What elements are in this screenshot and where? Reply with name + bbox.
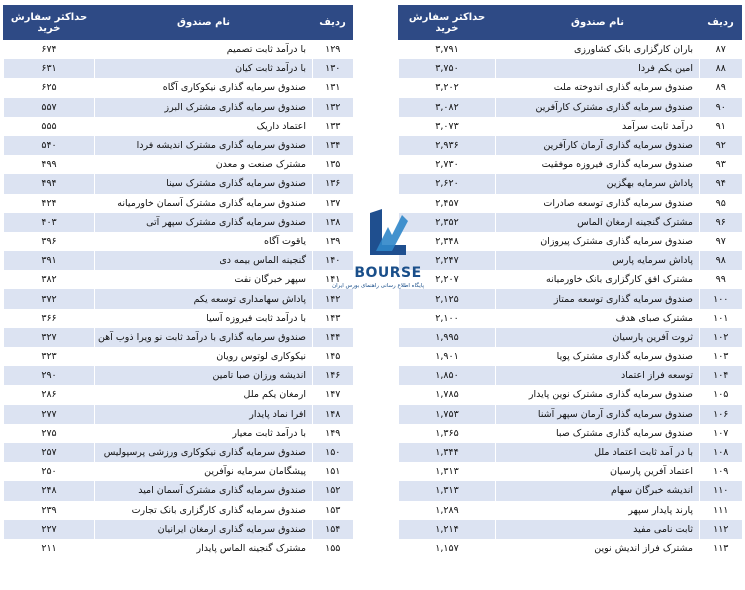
fund-name: ثروت آفرین پارسیان bbox=[496, 328, 700, 347]
row-number: ۱۵۰ bbox=[313, 443, 353, 462]
max-buy-order: ۳,۰۸۲ bbox=[399, 98, 496, 117]
table-row bbox=[399, 270, 742, 289]
fund-name: پاداش سرمایه بهگزین bbox=[496, 174, 700, 193]
row-number: ۱۳۳ bbox=[313, 117, 353, 136]
row-number: ۹۲ bbox=[700, 136, 742, 155]
table-row bbox=[399, 232, 742, 251]
row-number: ۱۰۶ bbox=[700, 405, 742, 424]
max-buy-order: ۶۲۵ bbox=[4, 78, 95, 97]
table-row bbox=[4, 155, 353, 174]
max-buy-order: ۳,۲۰۲ bbox=[399, 78, 496, 97]
table-row bbox=[4, 117, 353, 136]
row-number: ۹۶ bbox=[700, 213, 742, 232]
row-number: ۱۴۳ bbox=[313, 309, 353, 328]
fund-name: صندوق سرمایه گذاری مشترک نوین پایدار bbox=[496, 385, 700, 404]
table-body-right bbox=[399, 40, 742, 559]
header-row bbox=[4, 6, 353, 40]
max-buy-order: ۲,۴۵۷ bbox=[399, 194, 496, 213]
fund-name: باران کارگزاری بانک کشاورزی bbox=[496, 40, 700, 60]
row-number: ۱۳۸ bbox=[313, 213, 353, 232]
max-buy-order: ۲۹۰ bbox=[4, 366, 95, 385]
max-buy-order: ۱,۳۶۵ bbox=[399, 424, 496, 443]
bourse-logo-mark bbox=[362, 205, 414, 265]
fund-name: صندوق سرمایه گذاری مشترک سینا bbox=[95, 174, 313, 193]
row-number: ۱۳۰ bbox=[313, 59, 353, 78]
max-buy-order: ۳۲۷ bbox=[4, 328, 95, 347]
row-number: ۱۴۹ bbox=[313, 424, 353, 443]
fund-name: صندوق سرمایه گذاری توسعه ممتاز bbox=[496, 289, 700, 308]
table-row bbox=[399, 174, 742, 193]
fund-name: صندوق سرمایه گذاری فیروزه موفقیت bbox=[496, 155, 700, 174]
table-row bbox=[399, 289, 742, 308]
fund-name: صندوق سرمایه گذاری مشترک البرز bbox=[95, 98, 313, 117]
row-number: ۱۰۰ bbox=[700, 289, 742, 308]
max-buy-order: ۱,۷۸۵ bbox=[399, 385, 496, 404]
table-row bbox=[399, 309, 742, 328]
fund-name: مشترک صنعت و معدن bbox=[95, 155, 313, 174]
row-number: ۱۲۹ bbox=[313, 40, 353, 60]
table-body-left bbox=[4, 40, 353, 559]
table-row bbox=[399, 78, 742, 97]
fund-name: صندوق سرمایه گذاری مشترک آسمان خاورمیانه bbox=[95, 194, 313, 213]
fund-name: اعتماد داریک bbox=[95, 117, 313, 136]
max-buy-order: ۵۴۰ bbox=[4, 136, 95, 155]
max-buy-order: ۵۵۷ bbox=[4, 98, 95, 117]
table-row bbox=[399, 251, 742, 270]
table-row bbox=[399, 213, 742, 232]
row-number: ۱۵۱ bbox=[313, 462, 353, 481]
max-buy-order: ۱,۲۸۹ bbox=[399, 501, 496, 520]
row-number: ۱۳۷ bbox=[313, 194, 353, 213]
row-number: ۱۰۲ bbox=[700, 328, 742, 347]
table-row bbox=[4, 174, 353, 193]
table-row bbox=[399, 539, 742, 558]
row-number: ۱۳۶ bbox=[313, 174, 353, 193]
max-buy-order: ۱,۳۱۳ bbox=[399, 481, 496, 500]
row-number: ۱۴۵ bbox=[313, 347, 353, 366]
table-row bbox=[4, 40, 353, 60]
max-buy-order: ۲,۱۲۵ bbox=[399, 289, 496, 308]
fund-name: اعتماد آفرین پارسیان bbox=[496, 462, 700, 481]
table-row bbox=[4, 405, 353, 424]
row-number: ۱۱۲ bbox=[700, 520, 742, 539]
row-number: ۱۴۰ bbox=[313, 251, 353, 270]
table-row bbox=[399, 117, 742, 136]
fund-name: درآمد ثابت سرآمد bbox=[496, 117, 700, 136]
row-number: ۱۱۱ bbox=[700, 501, 742, 520]
funds-table-right bbox=[398, 5, 742, 558]
max-buy-order: ۶۳۱ bbox=[4, 59, 95, 78]
row-number: ۹۷ bbox=[700, 232, 742, 251]
max-buy-order: ۳۶۶ bbox=[4, 309, 95, 328]
row-number: ۹۴ bbox=[700, 174, 742, 193]
row-number: ۱۳۵ bbox=[313, 155, 353, 174]
fund-name: مشترک گنجینه ارمغان الماس bbox=[496, 213, 700, 232]
table-row bbox=[399, 481, 742, 500]
fund-name: پیشگامان سرمایه نوآفرین bbox=[95, 462, 313, 481]
fund-name: پارند پایدار سپهر bbox=[496, 501, 700, 520]
fund-name: یاقوت آگاه bbox=[95, 232, 313, 251]
table-row bbox=[399, 59, 742, 78]
funds-table-left bbox=[3, 5, 353, 558]
header-max-buy-order: حداکثر سفارش خرید bbox=[4, 6, 95, 40]
fund-name: با درآمد ثابت معیار bbox=[95, 424, 313, 443]
table-row bbox=[399, 520, 742, 539]
table-row bbox=[399, 40, 742, 60]
row-number: ۱۴۷ bbox=[313, 385, 353, 404]
max-buy-order: ۲,۱۰۰ bbox=[399, 309, 496, 328]
max-buy-order: ۲۳۹ bbox=[4, 501, 95, 520]
max-buy-order: ۴۹۴ bbox=[4, 174, 95, 193]
header-row bbox=[399, 6, 742, 40]
fund-name: صندوق سرمایه گذاری با درآمد ثابت نو ویرا ذوب آهن bbox=[95, 328, 313, 347]
header-max-buy-order: حداکثر سفارش خرید bbox=[399, 6, 496, 40]
max-buy-order: ۳۲۳ bbox=[4, 347, 95, 366]
fund-name: اندیشه ورزان صبا تامین bbox=[95, 366, 313, 385]
fund-name: صندوق سرمایه گذاری مشترک سپهر آتی bbox=[95, 213, 313, 232]
max-buy-order: ۱,۹۰۱ bbox=[399, 347, 496, 366]
table-row bbox=[4, 501, 353, 520]
row-number: ۱۴۲ bbox=[313, 289, 353, 308]
fund-name: با درآمد ثابت تصمیم bbox=[95, 40, 313, 60]
row-number: ۹۰ bbox=[700, 98, 742, 117]
fund-name: توسعه فراز اعتماد bbox=[496, 366, 700, 385]
max-buy-order: ۳۷۲ bbox=[4, 289, 95, 308]
max-buy-order: ۳,۷۵۰ bbox=[399, 59, 496, 78]
row-number: ۹۳ bbox=[700, 155, 742, 174]
max-buy-order: ۱,۹۹۵ bbox=[399, 328, 496, 347]
fund-name: با درآمد ثابت فیروزه آسیا bbox=[95, 309, 313, 328]
fund-name: سپهر خبرگان نفت bbox=[95, 270, 313, 289]
max-buy-order: ۱,۲۱۴ bbox=[399, 520, 496, 539]
table-row bbox=[399, 462, 742, 481]
table-row bbox=[4, 251, 353, 270]
header-row-number: ردیف bbox=[313, 6, 353, 40]
table-row bbox=[4, 213, 353, 232]
header-row-number: ردیف bbox=[700, 6, 742, 40]
fund-name: صندوق سرمایه گذاری مشترک آسمان امید bbox=[95, 481, 313, 500]
table-row bbox=[399, 443, 742, 462]
row-number: ۱۳۲ bbox=[313, 98, 353, 117]
max-buy-order: ۳,۷۹۱ bbox=[399, 40, 496, 60]
max-buy-order: ۲,۳۵۲ bbox=[399, 213, 496, 232]
fund-name: صندوق سرمایه گذاری مشترک پویا bbox=[496, 347, 700, 366]
table-row bbox=[4, 366, 353, 385]
table-row bbox=[399, 385, 742, 404]
max-buy-order: ۱,۳۱۳ bbox=[399, 462, 496, 481]
max-buy-order: ۳۹۱ bbox=[4, 251, 95, 270]
max-buy-order: ۱,۳۴۴ bbox=[399, 443, 496, 462]
table-row bbox=[399, 155, 742, 174]
row-number: ۱۱۰ bbox=[700, 481, 742, 500]
max-buy-order: ۱,۷۵۳ bbox=[399, 405, 496, 424]
table-row bbox=[399, 347, 742, 366]
table-row bbox=[399, 405, 742, 424]
max-buy-order: ۲۸۶ bbox=[4, 385, 95, 404]
max-buy-order: ۲۷۵ bbox=[4, 424, 95, 443]
row-number: ۱۴۶ bbox=[313, 366, 353, 385]
table-row bbox=[4, 443, 353, 462]
fund-name: نیکوکاری لوتوس رویان bbox=[95, 347, 313, 366]
table-row bbox=[399, 366, 742, 385]
max-buy-order: ۲,۳۴۸ bbox=[399, 232, 496, 251]
table-row bbox=[4, 78, 353, 97]
max-buy-order: ۳,۰۷۳ bbox=[399, 117, 496, 136]
table-row bbox=[4, 462, 353, 481]
row-number: ۱۵۵ bbox=[313, 539, 353, 558]
table-row bbox=[4, 424, 353, 443]
row-number: ۱۰۳ bbox=[700, 347, 742, 366]
max-buy-order: ۲,۷۳۰ bbox=[399, 155, 496, 174]
row-number: ۹۱ bbox=[700, 117, 742, 136]
row-number: ۱۰۹ bbox=[700, 462, 742, 481]
table-row bbox=[4, 270, 353, 289]
fund-name: صندوق سرمایه گذاری مشترک صبا bbox=[496, 424, 700, 443]
table-row bbox=[4, 289, 353, 308]
row-number: ۹۹ bbox=[700, 270, 742, 289]
fund-name: صندوق سرمایه گذاری ارمغان ایرانیان bbox=[95, 520, 313, 539]
row-number: ۱۳۹ bbox=[313, 232, 353, 251]
table-row bbox=[399, 328, 742, 347]
fund-name: پاداش سرمایه پارس bbox=[496, 251, 700, 270]
max-buy-order: ۲,۲۴۷ bbox=[399, 251, 496, 270]
table-row bbox=[4, 481, 353, 500]
fund-name: با در آمد ثابت اعتماد ملل bbox=[496, 443, 700, 462]
max-buy-order: ۲,۲۰۷ bbox=[399, 270, 496, 289]
fund-name: گنجینه الماس بیمه دی bbox=[95, 251, 313, 270]
table-row bbox=[4, 520, 353, 539]
table-row bbox=[4, 347, 353, 366]
table-row bbox=[399, 194, 742, 213]
table-row bbox=[4, 194, 353, 213]
max-buy-order: ۲۵۰ bbox=[4, 462, 95, 481]
max-buy-order: ۲۴۸ bbox=[4, 481, 95, 500]
max-buy-order: ۵۵۵ bbox=[4, 117, 95, 136]
fund-name: صندوق سرمایه گذاری کارگزاری بانک تجارت bbox=[95, 501, 313, 520]
fund-name: صندوق سرمایه گذاری اندوخته ملت bbox=[496, 78, 700, 97]
fund-name: صندوق سرمایه گذاری آرمان کارآفرین bbox=[496, 136, 700, 155]
fund-name: اندیشه خبرگان سهام bbox=[496, 481, 700, 500]
max-buy-order: ۳۹۶ bbox=[4, 232, 95, 251]
fund-name: مشترک گنجینه الماس پایدار bbox=[95, 539, 313, 558]
row-number: ۱۳۴ bbox=[313, 136, 353, 155]
table-row bbox=[4, 328, 353, 347]
fund-name: مشترک صبای هدف bbox=[496, 309, 700, 328]
table-row bbox=[4, 539, 353, 558]
max-buy-order: ۱,۱۵۷ bbox=[399, 539, 496, 558]
table-row bbox=[4, 309, 353, 328]
table-row bbox=[4, 59, 353, 78]
row-number: ۸۸ bbox=[700, 59, 742, 78]
fund-name: صندوق سرمایه گذاری مشترک اندیشه فردا bbox=[95, 136, 313, 155]
table-row bbox=[4, 385, 353, 404]
row-number: ۱۰۴ bbox=[700, 366, 742, 385]
table-row bbox=[399, 136, 742, 155]
fund-name: صندوق سرمایه گذاری توسعه صادرات bbox=[496, 194, 700, 213]
max-buy-order: ۲۵۷ bbox=[4, 443, 95, 462]
max-buy-order: ۳۸۲ bbox=[4, 270, 95, 289]
row-number: ۱۴۴ bbox=[313, 328, 353, 347]
max-buy-order: ۴۰۳ bbox=[4, 213, 95, 232]
row-number: ۱۰۸ bbox=[700, 443, 742, 462]
max-buy-order: ۲,۹۳۶ bbox=[399, 136, 496, 155]
row-number: ۹۸ bbox=[700, 251, 742, 270]
row-number: ۱۵۲ bbox=[313, 481, 353, 500]
fund-name: صندوق سرمایه گذاری نیکوکاری آگاه bbox=[95, 78, 313, 97]
fund-name: صندوق سرمایه گذاری مشترک پیروزان bbox=[496, 232, 700, 251]
table-row bbox=[399, 501, 742, 520]
row-number: ۹۵ bbox=[700, 194, 742, 213]
table-row bbox=[399, 424, 742, 443]
header-fund-name: نام صندوق bbox=[496, 6, 700, 40]
row-number: ۱۵۳ bbox=[313, 501, 353, 520]
fund-name: ارمغان یکم ملل bbox=[95, 385, 313, 404]
fund-name: مشترک افق کارگزاری بانک خاورمیانه bbox=[496, 270, 700, 289]
table-row bbox=[4, 232, 353, 251]
table-row bbox=[399, 98, 742, 117]
max-buy-order: ۲۱۱ bbox=[4, 539, 95, 558]
fund-name: صندوق سرمایه گذاری نیکوکاری ورزشی پرسپولیس bbox=[95, 443, 313, 462]
max-buy-order: ۲۷۷ bbox=[4, 405, 95, 424]
max-buy-order: ۲۲۷ bbox=[4, 520, 95, 539]
row-number: ۱۰۵ bbox=[700, 385, 742, 404]
fund-name: مشترک فراز اندیش نوین bbox=[496, 539, 700, 558]
row-number: ۸۹ bbox=[700, 78, 742, 97]
header-fund-name: نام صندوق bbox=[95, 6, 313, 40]
fund-name: ثابت نامی مفید bbox=[496, 520, 700, 539]
fund-name: با درآمد ثابت کیان bbox=[95, 59, 313, 78]
row-number: ۱۵۴ bbox=[313, 520, 353, 539]
logo-tagline: پایگاه اطلاع رسانی راهنمای بورس ایران bbox=[332, 283, 424, 289]
row-number: ۸۷ bbox=[700, 40, 742, 60]
max-buy-order: ۶۷۴ bbox=[4, 40, 95, 60]
logo-brand-text: BOURSE bbox=[354, 265, 422, 281]
table-row bbox=[4, 98, 353, 117]
row-number: ۱۱۳ bbox=[700, 539, 742, 558]
max-buy-order: ۱,۸۵۰ bbox=[399, 366, 496, 385]
fund-name: افرا نماد پایدار bbox=[95, 405, 313, 424]
row-number: ۱۳۱ bbox=[313, 78, 353, 97]
row-number: ۱۰۱ bbox=[700, 309, 742, 328]
max-buy-order: ۲,۶۲۰ bbox=[399, 174, 496, 193]
table-row bbox=[4, 136, 353, 155]
max-buy-order: ۴۹۹ bbox=[4, 155, 95, 174]
row-number: ۱۴۱ bbox=[313, 270, 353, 289]
row-number: ۱۴۸ bbox=[313, 405, 353, 424]
fund-name: صندوق سرمایه گذاری مشترک کارآفرین bbox=[496, 98, 700, 117]
fund-name: صندوق سرمایه گذاری آرمان سپهر آشنا bbox=[496, 405, 700, 424]
max-buy-order: ۴۲۴ bbox=[4, 194, 95, 213]
fund-name: پاداش سهامداری توسعه یکم bbox=[95, 289, 313, 308]
row-number: ۱۰۷ bbox=[700, 424, 742, 443]
fund-name: امین یکم فردا bbox=[496, 59, 700, 78]
